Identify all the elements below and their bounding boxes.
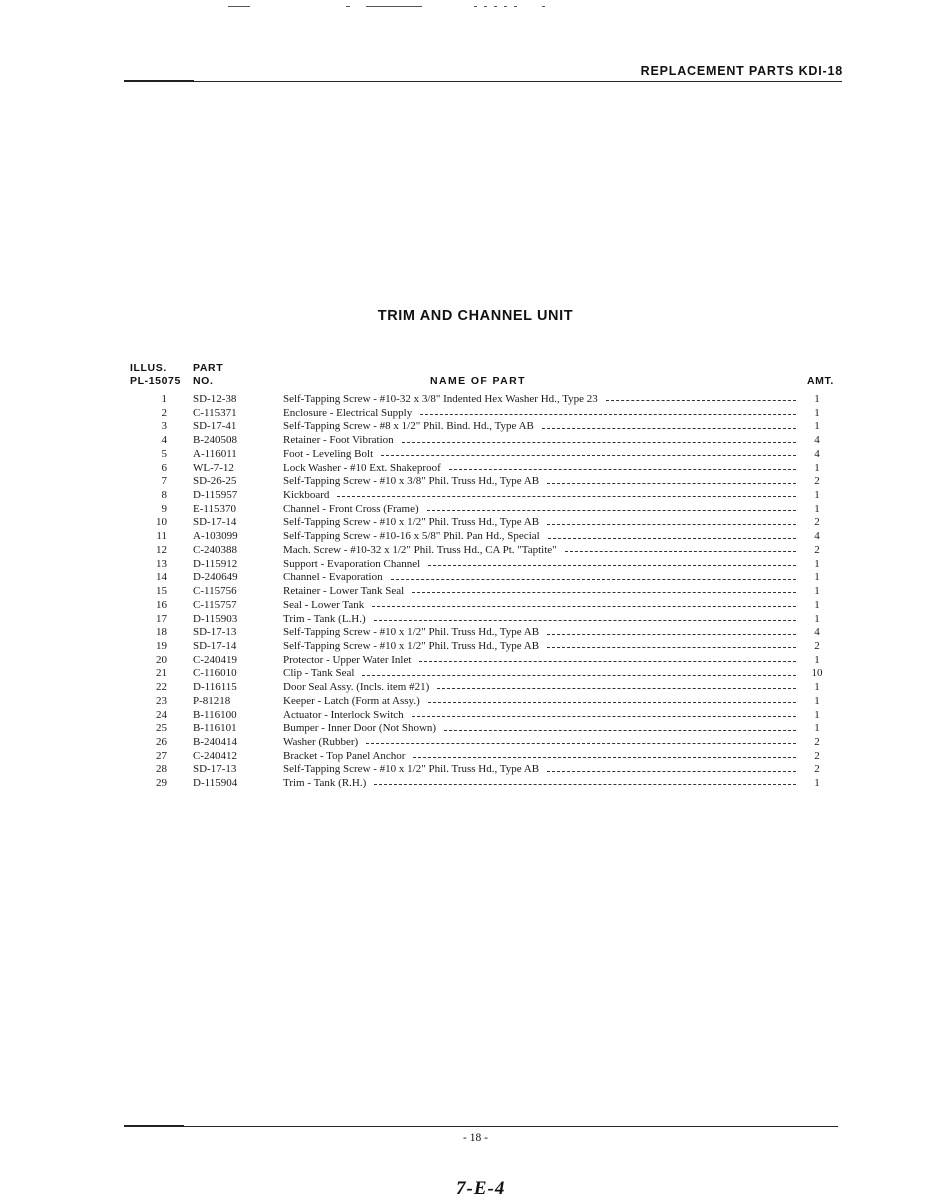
part-name-cell: [283, 585, 796, 599]
part-number: SD-17-14: [193, 516, 237, 529]
part-number: WL-7-12: [193, 461, 234, 474]
part-name-cell: [283, 777, 796, 791]
illus-number: 9: [161, 502, 167, 515]
dotted-leader: [412, 592, 796, 593]
dotted-leader: [548, 538, 796, 539]
part-name: Actuator - Interlock Switch: [283, 708, 404, 721]
table-row: [0, 434, 951, 448]
dotted-leader: [547, 483, 796, 484]
table-row: [0, 736, 951, 750]
part-name: Self-Tapping Screw - #10 x 1/2" Phil. Truss Hd., Type AB: [283, 639, 540, 652]
part-name: Keeper - Latch (Form at Assy.): [283, 694, 420, 707]
part-name-cell: [283, 393, 796, 407]
part-name-cell: [283, 489, 796, 503]
part-name-cell: [283, 599, 796, 613]
part-name-cell: [283, 448, 796, 462]
part-number: SD-17-14: [193, 639, 237, 652]
dotted-leader: [372, 606, 796, 607]
amount: 1: [814, 708, 820, 721]
part-number: B-240414: [193, 735, 237, 748]
dotted-leader: [427, 510, 796, 511]
table-row: [0, 695, 951, 709]
part-number: C-115756: [193, 585, 237, 598]
part-number: D-115904: [193, 777, 238, 790]
amount: 2: [814, 735, 820, 748]
parts-list: [0, 393, 951, 791]
part-name-cell: [283, 571, 796, 585]
part-name: Self-Tapping Screw - #10-32 x 3/8" Indented Hex Washer Hd., Type 23: [283, 393, 598, 405]
dotted-leader: [428, 565, 796, 566]
column-header-part-no: NO.: [193, 375, 214, 387]
part-name-cell: [283, 475, 796, 489]
part-number: B-240508: [193, 434, 237, 447]
dotted-leader: [402, 442, 796, 443]
amount: 1: [814, 393, 820, 405]
illus-number: 7: [161, 475, 167, 488]
part-name-cell: [283, 709, 796, 723]
part-number: A-103099: [193, 530, 238, 543]
part-number: SD-17-41: [193, 420, 237, 433]
amount: 2: [814, 516, 820, 529]
table-row: [0, 585, 951, 599]
dotted-leader: [374, 620, 796, 621]
table-row: [0, 681, 951, 695]
illus-number: 6: [161, 461, 167, 474]
illus-number: 5: [161, 447, 167, 460]
amount: 4: [814, 626, 820, 639]
part-name-cell: [283, 462, 796, 476]
amount: 1: [814, 777, 820, 790]
table-row: [0, 763, 951, 777]
column-header-illus-ref: PL-15075: [130, 375, 181, 387]
part-number: B-116101: [193, 722, 237, 735]
part-name: Kickboard: [283, 489, 330, 502]
part-name: Channel - Front Cross (Frame): [283, 502, 419, 515]
column-header-amount: AMT.: [807, 375, 834, 387]
dotted-leader: [547, 647, 796, 648]
table-row: [0, 393, 951, 407]
part-name-cell: [283, 503, 796, 517]
dotted-leader: [412, 716, 796, 717]
part-number: D-115957: [193, 489, 238, 502]
amount: 1: [814, 681, 820, 694]
part-name: Self-Tapping Screw - #10 x 3/8" Phil. Truss Hd., Type AB: [283, 475, 540, 488]
table-row: [0, 475, 951, 489]
table-row: [0, 654, 951, 668]
part-number: D-240649: [193, 571, 238, 584]
amount: 1: [814, 406, 820, 419]
part-name: Seal - Lower Tank: [283, 598, 365, 611]
table-row: [0, 599, 951, 613]
table-row: [0, 489, 951, 503]
illus-number: 14: [156, 571, 167, 584]
amount: 2: [814, 763, 820, 776]
amount: 1: [814, 612, 820, 625]
illus-number: 28: [156, 763, 167, 776]
dotted-leader: [437, 688, 796, 689]
part-name-cell: [283, 640, 796, 654]
part-number: C-115757: [193, 598, 237, 611]
part-name-cell: [283, 544, 796, 558]
table-row: [0, 750, 951, 764]
amount: 2: [814, 749, 820, 762]
amount: 1: [814, 598, 820, 611]
part-name: Enclosure - Electrical Supply: [283, 406, 413, 419]
part-name: Bracket - Top Panel Anchor: [283, 749, 406, 762]
part-name: Mach. Screw - #10-32 x 1/2" Phil. Truss Hd., CA Pt. "Taptite": [283, 543, 557, 556]
illus-number: 19: [156, 639, 167, 652]
part-name: Washer (Rubber): [283, 735, 359, 748]
illus-number: 10: [156, 516, 167, 529]
table-row: [0, 722, 951, 736]
part-number: P-81218: [193, 694, 231, 707]
part-name-cell: [283, 695, 796, 709]
part-number: D-116115: [193, 681, 237, 694]
illus-number: 8: [161, 489, 167, 502]
part-name-cell: [283, 763, 796, 777]
column-header-part: PART: [193, 362, 224, 374]
amount: 2: [814, 543, 820, 556]
illus-number: 29: [156, 777, 167, 790]
amount: 1: [814, 502, 820, 515]
part-name-cell: [283, 667, 796, 681]
part-name: Self-Tapping Screw - #10 x 1/2" Phil. Truss Hd., Type AB: [283, 763, 540, 776]
amount: 2: [814, 639, 820, 652]
illus-number: 18: [156, 626, 167, 639]
illus-number: 2: [161, 406, 167, 419]
table-row: [0, 640, 951, 654]
dotted-leader: [547, 524, 796, 525]
part-name: Protector - Upper Water Inlet: [283, 653, 412, 666]
dotted-leader: [362, 675, 796, 676]
part-name-cell: [283, 613, 796, 627]
table-row: [0, 626, 951, 640]
table-row: [0, 558, 951, 572]
table-row: [0, 448, 951, 462]
part-name: Self-Tapping Screw - #8 x 1/2" Phil. Bind. Hd., Type AB: [283, 420, 534, 433]
illus-number: 24: [156, 708, 167, 721]
part-number: B-116100: [193, 708, 237, 721]
amount: 1: [814, 489, 820, 502]
amount: 2: [814, 475, 820, 488]
table-row: [0, 407, 951, 421]
part-number: D-115912: [193, 557, 238, 570]
illus-number: 1: [161, 393, 167, 405]
dotted-leader: [565, 551, 796, 552]
amount: 1: [814, 722, 820, 735]
part-number: SD-17-13: [193, 626, 237, 639]
table-row: [0, 613, 951, 627]
part-name: Channel - Evaporation: [283, 571, 383, 584]
page-header-title: REPLACEMENT PARTS KDI-18: [640, 64, 843, 78]
part-number: C-240388: [193, 543, 237, 556]
part-number: SD-17-13: [193, 763, 237, 776]
amount: 1: [814, 694, 820, 707]
part-name: Trim - Tank (L.H.): [283, 612, 366, 625]
dotted-leader: [391, 579, 796, 580]
illus-number: 11: [156, 530, 167, 543]
illus-number: 16: [156, 598, 167, 611]
dotted-leader: [428, 702, 796, 703]
dotted-leader: [444, 730, 796, 731]
part-name-cell: [283, 654, 796, 668]
dotted-leader: [413, 757, 796, 758]
part-name-cell: [283, 736, 796, 750]
part-number: C-240412: [193, 749, 237, 762]
amount: 1: [814, 557, 820, 570]
part-name: Self-Tapping Screw - #10 x 1/2" Phil. Truss Hd., Type AB: [283, 516, 540, 529]
amount: 1: [814, 461, 820, 474]
illus-number: 12: [156, 543, 167, 556]
illus-number: 27: [156, 749, 167, 762]
part-name-cell: [283, 516, 796, 530]
column-header-illus: ILLUS.: [130, 362, 167, 374]
amount: 4: [814, 447, 820, 460]
dotted-leader: [542, 428, 796, 429]
part-name: Self-Tapping Screw - #10 x 1/2" Phil. Truss Hd., Type AB: [283, 626, 540, 639]
illus-number: 17: [156, 612, 167, 625]
amount: 1: [814, 585, 820, 598]
dotted-leader: [337, 496, 796, 497]
table-row: [0, 709, 951, 723]
table-row: [0, 777, 951, 791]
page-number: - 18 -: [463, 1132, 488, 1144]
amount: 1: [814, 653, 820, 666]
scan-marks: [228, 6, 558, 8]
table-row: [0, 420, 951, 434]
part-name: Clip - Tank Seal: [283, 667, 355, 680]
part-number: D-115903: [193, 612, 238, 625]
illus-number: 13: [156, 557, 167, 570]
part-name: Retainer - Foot Vibration: [283, 434, 394, 447]
table-row: [0, 503, 951, 517]
illus-number: 3: [161, 420, 167, 433]
table-row: [0, 571, 951, 585]
table-row: [0, 667, 951, 681]
part-name-cell: [283, 558, 796, 572]
part-name: Lock Washer - #10 Ext. Shakeproof: [283, 461, 441, 474]
dotted-leader: [366, 743, 796, 744]
part-name: Door Seal Assy. (Incls. item #21): [283, 681, 430, 694]
part-name-cell: [283, 626, 796, 640]
part-number: C-116010: [193, 667, 237, 680]
illus-number: 20: [156, 653, 167, 666]
part-number: SD-12-38: [193, 393, 237, 405]
dotted-leader: [381, 455, 796, 456]
table-row: [0, 462, 951, 476]
table-row: [0, 544, 951, 558]
amount: 4: [814, 530, 820, 543]
illus-number: 26: [156, 735, 167, 748]
dotted-leader: [420, 414, 796, 415]
part-name-cell: [283, 420, 796, 434]
dotted-leader: [547, 771, 796, 772]
header-rule: [124, 81, 842, 82]
illus-number: 25: [156, 722, 167, 735]
section-title: TRIM AND CHANNEL UNIT: [377, 308, 574, 324]
illus-number: 23: [156, 694, 167, 707]
dotted-leader: [449, 469, 796, 470]
part-number: SD-26-25: [193, 475, 237, 488]
dotted-leader: [374, 784, 796, 785]
column-header-name: NAME OF PART: [430, 375, 526, 387]
part-name-cell: [283, 434, 796, 448]
dotted-leader: [547, 634, 796, 635]
part-name-cell: [283, 681, 796, 695]
part-number: E-115370: [193, 502, 236, 515]
part-number: A-116011: [193, 447, 237, 460]
amount: 1: [814, 420, 820, 433]
illus-number: 22: [156, 681, 167, 694]
part-name: Retainer - Lower Tank Seal: [283, 585, 405, 598]
dotted-leader: [606, 400, 796, 401]
amount: 1: [814, 571, 820, 584]
illus-number: 4: [161, 434, 167, 447]
part-name: Self-Tapping Screw - #10-16 x 5/8" Phil. Pan Hd., Special: [283, 530, 540, 543]
table-row: [0, 516, 951, 530]
dotted-leader: [419, 661, 796, 662]
illus-number: 15: [156, 585, 167, 598]
part-number: C-115371: [193, 406, 237, 419]
footer-rule: [124, 1126, 838, 1127]
part-name-cell: [283, 750, 796, 764]
part-number: C-240419: [193, 653, 237, 666]
part-name: Foot - Leveling Bolt: [283, 447, 374, 460]
part-name: Support - Evaporation Channel: [283, 557, 421, 570]
part-name-cell: [283, 722, 796, 736]
part-name: Trim - Tank (R.H.): [283, 777, 367, 790]
part-name-cell: [283, 407, 796, 421]
table-row: [0, 530, 951, 544]
illus-number: 21: [156, 667, 167, 680]
part-name: Bumper - Inner Door (Not Shown): [283, 722, 437, 735]
part-name-cell: [283, 530, 796, 544]
amount: 10: [811, 667, 823, 680]
handwritten-note: 7-E-4: [456, 1178, 506, 1199]
amount: 4: [814, 434, 820, 447]
